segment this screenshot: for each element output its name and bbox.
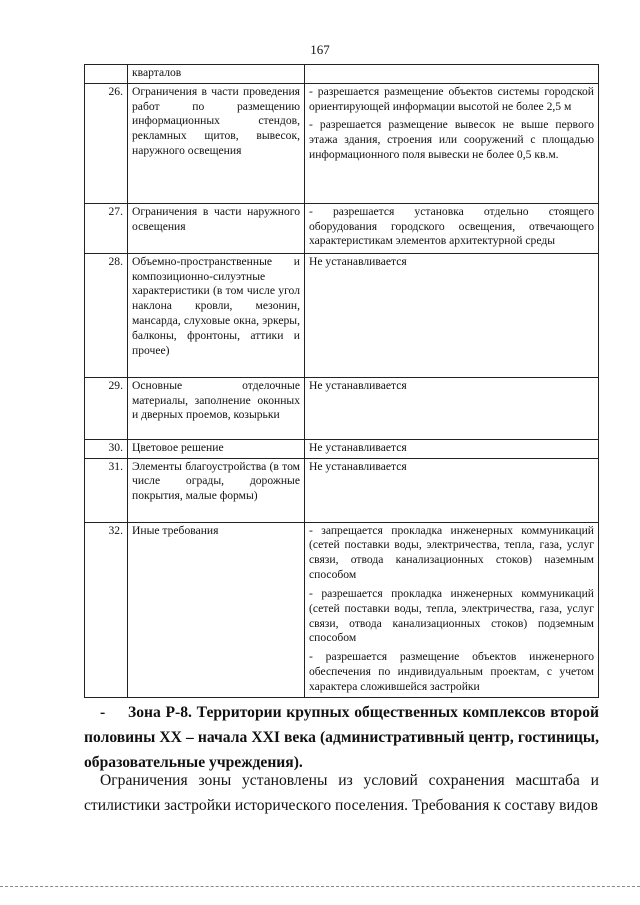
restriction-name: Основные отделочные материалы, заполнение оконных и дверных проемов, козырьки xyxy=(128,377,305,439)
rule-item: - запрещается прокладка инженерных коммуникаций (сетей поставки воды, электричества, тепла, газа, услуг связи, отвода канализационных стоков) наземным способом xyxy=(309,523,594,582)
regulations-table xyxy=(84,64,599,698)
table-row xyxy=(85,458,599,522)
row-number: 28. xyxy=(85,253,128,377)
table-row xyxy=(85,83,599,203)
page-number: 167 xyxy=(310,42,330,57)
rule-item: - разрешается размещение объектов системы городской ориентирующей информации высотой не более 2,5 м xyxy=(309,84,594,113)
restriction-name: кварталов xyxy=(128,65,305,84)
list-dash: - xyxy=(100,704,106,721)
restriction-rule xyxy=(305,439,599,458)
restriction-rule xyxy=(305,65,599,84)
table-row xyxy=(85,439,599,458)
row-number: 30. xyxy=(85,439,128,458)
table-row xyxy=(85,65,599,84)
restriction-name: Иные требования xyxy=(128,522,305,697)
restriction-rule xyxy=(305,458,599,522)
body-paragraph: Ограничения зоны установлены из условий сохранения масштаба и стилистики застройки исторического поселения. Требования к составу видов xyxy=(84,772,599,814)
zone-heading-text: Зона Р-8. Территории крупных общественных комплексов второй половины XX – начала XXI века (административный центр, гостиницы, образовательные учреждения). xyxy=(84,704,599,771)
restriction-name: Элементы благоустройства (в том числе ограды, дорожные покрытия, малые формы) xyxy=(128,458,305,522)
rule-item: Не устанавливается xyxy=(309,459,407,473)
restriction-name: Объемно-пространственные и композиционно-силуэтные характеристики (в том числе угол наклона кровли, мезонин, мансарда, слуховые окна, эркеры, балконы, фронтоны, аттики и прочее) xyxy=(128,253,305,377)
row-number: 26. xyxy=(85,83,128,203)
rule-item: - разрешается прокладка инженерных коммуникаций (сетей поставки воды, тепла, электричества, газа, услуг связи, отвода канализационных стоков) подземным способом xyxy=(309,586,594,645)
restriction-rule xyxy=(305,377,599,439)
rule-item: - разрешается размещение вывесок не выше первого этажа здания, строения или сооружений с площадью информационного поля вывески не более 0,5 кв.м. xyxy=(309,118,594,162)
restriction-name: Ограничения в части наружного освещения xyxy=(128,203,305,253)
restriction-name: Ограничения в части проведения работ по размещению информационных стендов, рекламных щитов, вывесок, наружного освещения xyxy=(128,83,305,203)
row-number: 31. xyxy=(85,458,128,522)
scan-edge-line xyxy=(0,886,640,887)
zone-heading xyxy=(84,700,599,775)
row-number: 29. xyxy=(85,377,128,439)
row-number xyxy=(85,65,128,84)
rule-item: - разрешается установка отдельно стоящего оборудования городского освещения, отвечающего характеристикам элементов архитектурной среды xyxy=(309,204,594,248)
table-row xyxy=(85,377,599,439)
table-row xyxy=(85,522,599,697)
rule-item: Не устанавливается xyxy=(309,378,407,392)
restriction-rule xyxy=(305,83,599,203)
rule-item: Не устанавливается xyxy=(309,254,407,268)
rule-item: - разрешается размещение объектов инженерного обеспечения по индивидуальным проектам, с учетом характера сложившейся застройки xyxy=(309,650,594,693)
rule-item: Не устанавливается xyxy=(309,440,407,454)
row-number: 32. xyxy=(85,522,128,697)
row-number: 27. xyxy=(85,203,128,253)
restriction-rule xyxy=(305,253,599,377)
restriction-rule xyxy=(305,203,599,253)
table-row xyxy=(85,203,599,253)
restriction-name: Цветовое решение xyxy=(128,439,305,458)
restriction-rule xyxy=(305,522,599,697)
table-row xyxy=(85,253,599,377)
